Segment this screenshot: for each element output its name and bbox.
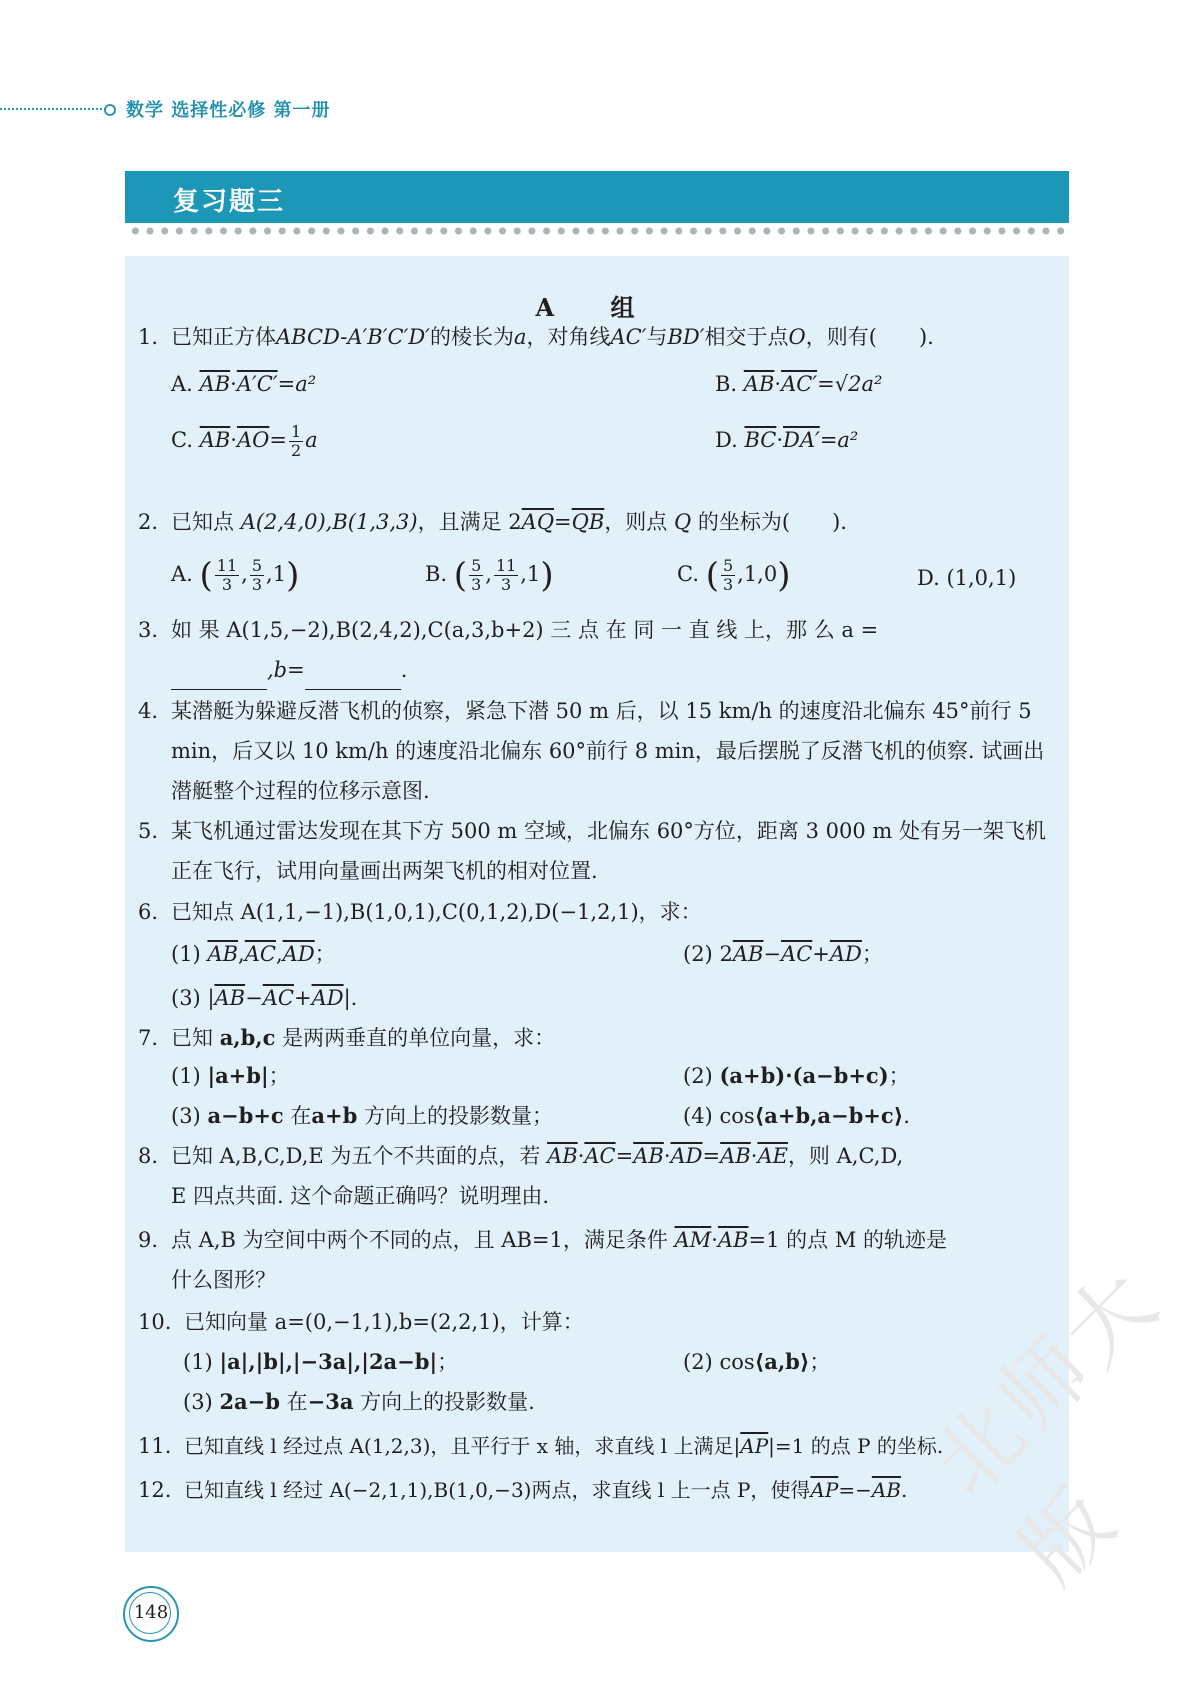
q7-part-3: (3) a−b+c 在a+b 方向上的投影数量；	[171, 1103, 553, 1128]
question-number: 3.	[138, 618, 159, 642]
question-3	[138, 610, 1063, 690]
question-text: 已知 a,b,c 是两两垂直的单位向量，求：	[171, 1025, 556, 1050]
question-text: 某潜艇为躲避反潜飞机的侦察，紧急下潜 50 m 后，以 15 km/h 的速度沿北偏东 45°前行 5 min，后又以 10 km/h 的速度沿北偏东 60°前行 8 min，最后摆脱了反潜飞机的侦察. 试画出潜艇整个过程的位移示意图.	[171, 699, 1045, 803]
question-text: 已知 A,B,C,D,E 为五个不共面的点，若 $\overline{AB}\cdot\overline{AC}=\overline{AB}\cdot\overline{AD}=\overline{AB}\cdot\overline{AE}$，则 A,C,D, E 四点共面. 这个命题正确吗？说明理由.	[171, 1144, 904, 1208]
question-9	[138, 1220, 1063, 1300]
q7-part-1: (1) |a+b|；	[171, 1063, 290, 1088]
q1-option-a: A. $\overline{AB}\cdot A'C'=a^2$	[171, 372, 317, 396]
q1-option-c: C. $\overline{AB}\cdot\overline{AO}=$ $\frac{1}{2}$ a	[171, 422, 318, 460]
vector: $\overline{BC}$	[744, 428, 777, 452]
header-circle-icon	[104, 104, 116, 116]
q1-option-b: B. $\overline{AB}\cdot AC'=√2a^2$	[715, 372, 883, 396]
question-text: 已知正方体ABCD-A′B′C′D′的棱长为a，对角线AC′与BD′相交于点O，则有( ).	[171, 325, 934, 349]
question-text: 某飞机通过雷达发现在其下方 500 m 空域，北偏东 60°方位，距离 3 000 m 处有另一架飞机正在飞行，试用向量画出两架飞机的相对位置.	[171, 819, 1046, 883]
question-text: 已知直线 l 经过 A(−2,1,1),B(1,0,−3)两点，求直线 l 上一点 P，使得$\overline{AP}=-\overline{AB}$.	[184, 1478, 908, 1502]
question-number: 4.	[138, 699, 159, 723]
question-text: 如 果 A(1,5,−2),B(2,4,2),C(a,3,b+2) 三 点 在 同 一 直 线 上，那 么 a = ,b= .	[171, 610, 1063, 690]
exercise-panel	[125, 256, 1069, 1552]
question-5	[138, 811, 1063, 891]
question-number: 1.	[138, 325, 159, 349]
section-title: 复习题三	[173, 187, 286, 217]
vector: AC′	[781, 372, 818, 396]
book-title: 数学 选择性必修 第一册	[126, 100, 331, 121]
q10-part-3: (3) 2a−b 在−3a 方向上的投影数量.	[183, 1389, 535, 1414]
banner-dot-divider	[128, 226, 1070, 236]
publisher-watermark: 北师大版	[914, 1248, 1181, 1603]
q7-part-2: (2) (a+b)·(a−b+c)；	[683, 1063, 910, 1088]
answer-blank[interactable]	[305, 665, 401, 690]
q6-part-1: (1) $\overline{AB},\overline{AC},\overline{AD}$；	[171, 942, 336, 966]
vector: $\overline{AB}$	[743, 372, 775, 396]
vector: $\overline{QB}$	[571, 510, 605, 534]
answer-blank[interactable]	[171, 665, 267, 690]
q2-option-b: B. ( $\frac{5}{3}$ , $\frac{11}{3}$ ,1)	[425, 555, 554, 596]
question-4	[138, 691, 1063, 811]
question-number: 5.	[138, 819, 159, 843]
vector: DA′	[783, 428, 820, 452]
q10-part-1: (1) |a|,|b|,|−3a|,|2a−b|；	[183, 1349, 459, 1374]
q10-part-2: (2) cos⟨a,b⟩；	[683, 1349, 831, 1374]
vector: $\overline{AB}$	[199, 428, 231, 452]
question-number: 9.	[138, 1228, 159, 1252]
question-number: 7.	[138, 1026, 159, 1050]
question-12	[138, 1470, 1063, 1510]
q7-part-4: (4) cos⟨a+b,a−b+c⟩.	[683, 1103, 910, 1128]
question-text: 已知点 A(1,1,−1),B(1,0,1),C(0,1,2),D(−1,2,1)，求：	[171, 900, 702, 924]
question-number: 12.	[138, 1478, 172, 1502]
question-7	[138, 1018, 1063, 1058]
question-6	[138, 892, 1063, 932]
section-banner	[125, 171, 1069, 223]
question-1	[138, 317, 1063, 357]
vector: A′C′	[236, 372, 278, 396]
question-number: 8.	[138, 1144, 159, 1168]
group-title: A 组	[535, 293, 659, 322]
question-number: 2.	[138, 510, 159, 534]
question-2	[138, 502, 1063, 542]
question-8	[138, 1136, 1063, 1216]
page-number-badge	[123, 1586, 179, 1642]
q1-option-d: D. $\overline{BC}\cdot DA'=a^2$	[715, 428, 859, 452]
q6-part-3: (3) $|\overline{AB}-\overline{AC}+\overline{AD}|$.	[171, 986, 358, 1010]
question-text: 点 A,B 为空间中两个不同的点，且 AB=1，满足条件 $\overline{AM}\cdot\overline{AB}=1$ 的点 M 的轨迹是 什么图形？	[171, 1228, 947, 1292]
vector: $\overline{AO}$	[236, 428, 270, 452]
question-text: 已知直线 l 经过点 A(1,2,3)，且平行于 x 轴，求直线 l 上满足$|\overline{AP}|=1$ 的点 P 的坐标.	[184, 1434, 944, 1458]
header-dotted-line	[0, 108, 106, 110]
question-text: 已知向量 a=(0,−1,1),b=(2,2,1)，计算：	[184, 1310, 584, 1334]
question-text: 已知点 A(2,4,0),B(1,3,3)，且满足 $2\overline{AQ}=\overline{QB}$，则点 Q 的坐标为( ).	[171, 510, 847, 534]
question-number: 11.	[138, 1434, 172, 1458]
vector: $\overline{AB}$	[199, 372, 231, 396]
vector: $\overline{AQ}$	[521, 510, 555, 534]
q2-option-c: C. ( $\frac{5}{3}$ ,1,0)	[677, 555, 791, 596]
q6-part-2: (2) $2\overline{AB}-\overline{AC}+\overline{AD}$；	[683, 942, 883, 966]
page-number: 148	[133, 1602, 169, 1623]
q2-option-d: D. (1,0,1)	[917, 566, 1017, 590]
q2-option-a: A. ( $\frac{11}{3}$ , $\frac{5}{3}$ ,1)	[171, 555, 300, 596]
question-number: 6.	[138, 900, 159, 924]
fraction: $\frac{1}{2}$	[290, 422, 302, 460]
question-10	[138, 1302, 1063, 1342]
question-number: 10.	[138, 1310, 172, 1334]
